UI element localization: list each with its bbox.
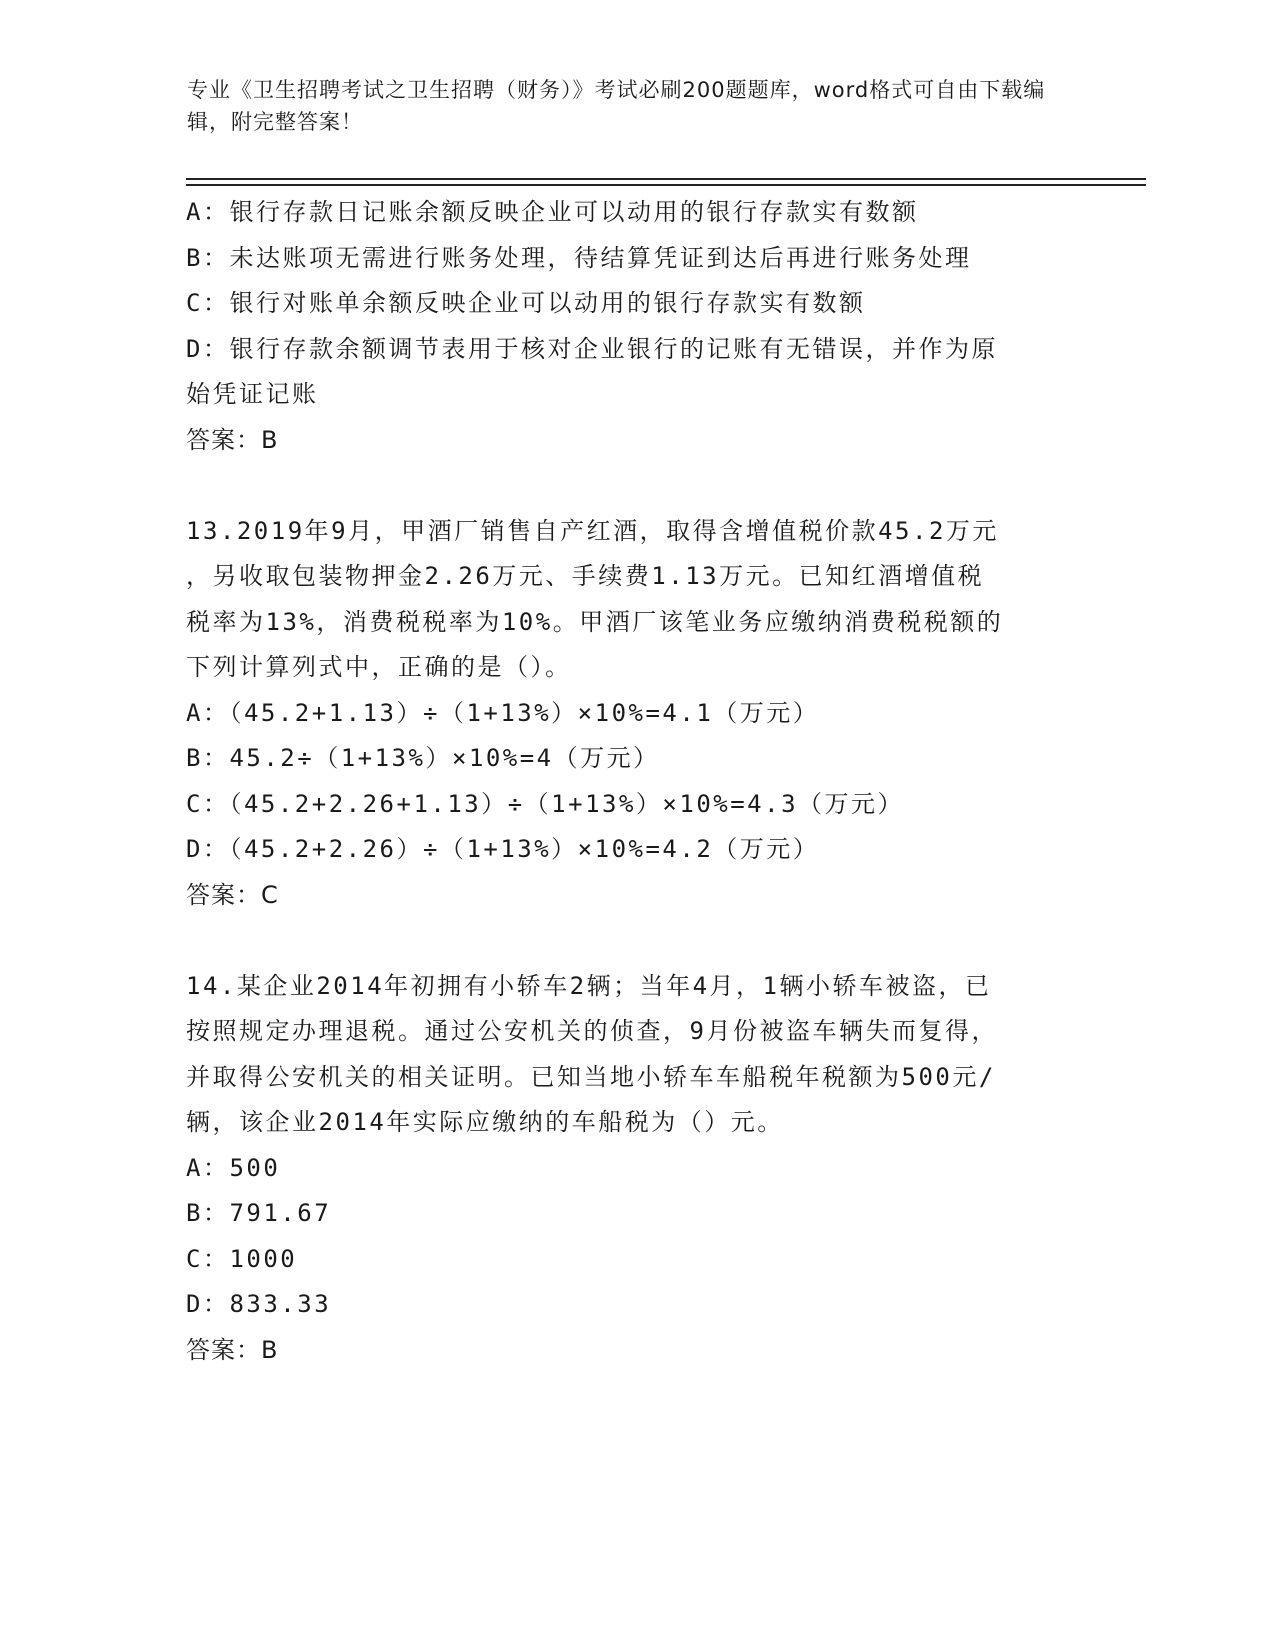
question-13-options — [186, 691, 1076, 873]
stem-line: 下列计算列式中，正确的是（）。 — [186, 653, 572, 681]
option-b: B：791.67 — [186, 1199, 332, 1227]
question-13-answer: 答案：C — [186, 880, 279, 909]
stem-line: 13.2019年9月，甲酒厂销售自产红酒，取得含增值税价款45.2万元 — [186, 516, 999, 545]
option-c: C：（45.2+2.26+1.13）÷（1+13%）×10%=4.3（万元） — [186, 789, 905, 818]
question-14-answer: 答案：B — [186, 1335, 279, 1364]
stem-line: ，另收取包装物押金2.26万元、手续费1.13万元。已知红酒增值税 — [186, 562, 985, 590]
question-content — [186, 190, 1076, 1373]
option-d-continued: 始凭证记账 — [186, 380, 319, 408]
option-c: C：1000 — [186, 1244, 298, 1273]
stem-line: 14.某企业2014年初拥有小轿车2辆；当年4月，1辆小轿车被盗，已 — [186, 971, 992, 1000]
option-d: D：（45.2+2.26）÷（1+13%）×10%=4.2（万元） — [186, 835, 820, 863]
option-a: A：500 — [186, 1153, 281, 1182]
option-c: C：银行对账单余额反映企业可以动用的银行存款实有数额 — [186, 289, 866, 317]
stem-line: 税率为13%，消费税税率为10%。甲酒厂该笔业务应缴纳消费税税额的 — [186, 607, 1004, 636]
question-14-options — [186, 1146, 1076, 1328]
header-divider-top — [186, 178, 1146, 180]
option-d: D：银行存款余额调节表用于核对企业银行的记账有无错误，并作为原 — [186, 334, 998, 363]
header-divider-bottom — [186, 184, 1146, 186]
spacer — [186, 918, 1076, 964]
option-b: B：45.2÷（1+13%）×10%=4（万元） — [186, 744, 660, 772]
option-b: B：未达账项无需进行账务处理，待结算凭证到达后再进行账务处理 — [186, 243, 972, 272]
question-12-answer: 答案：B — [186, 425, 279, 454]
stem-line: 辆，该企业2014年实际应缴纳的车船税为（）元。 — [186, 1108, 784, 1136]
question-13-stem — [186, 509, 1076, 691]
stem-line: 按照规定办理退税。通过公安机关的侦查，9月份被盗车辆失而复得， — [186, 1017, 998, 1045]
spacer — [186, 463, 1076, 509]
question-14-stem — [186, 964, 1076, 1146]
option-a: A：银行存款日记账余额反映企业可以动用的银行存款实有数额 — [186, 198, 919, 226]
question-12-options — [186, 190, 1076, 418]
stem-line: 并取得公安机关的相关证明。已知当地小轿车车船税年税额为500元/ — [186, 1062, 996, 1091]
option-d: D：833.33 — [186, 1290, 332, 1318]
option-a: A：（45.2+1.13）÷（1+13%）×10%=4.1（万元） — [186, 698, 820, 727]
document-header: 专业《卫生招聘考试之卫生招聘（财务）》考试必刷200题题库，word格式可自由下载编辑，附完整答案！ — [187, 78, 1046, 134]
